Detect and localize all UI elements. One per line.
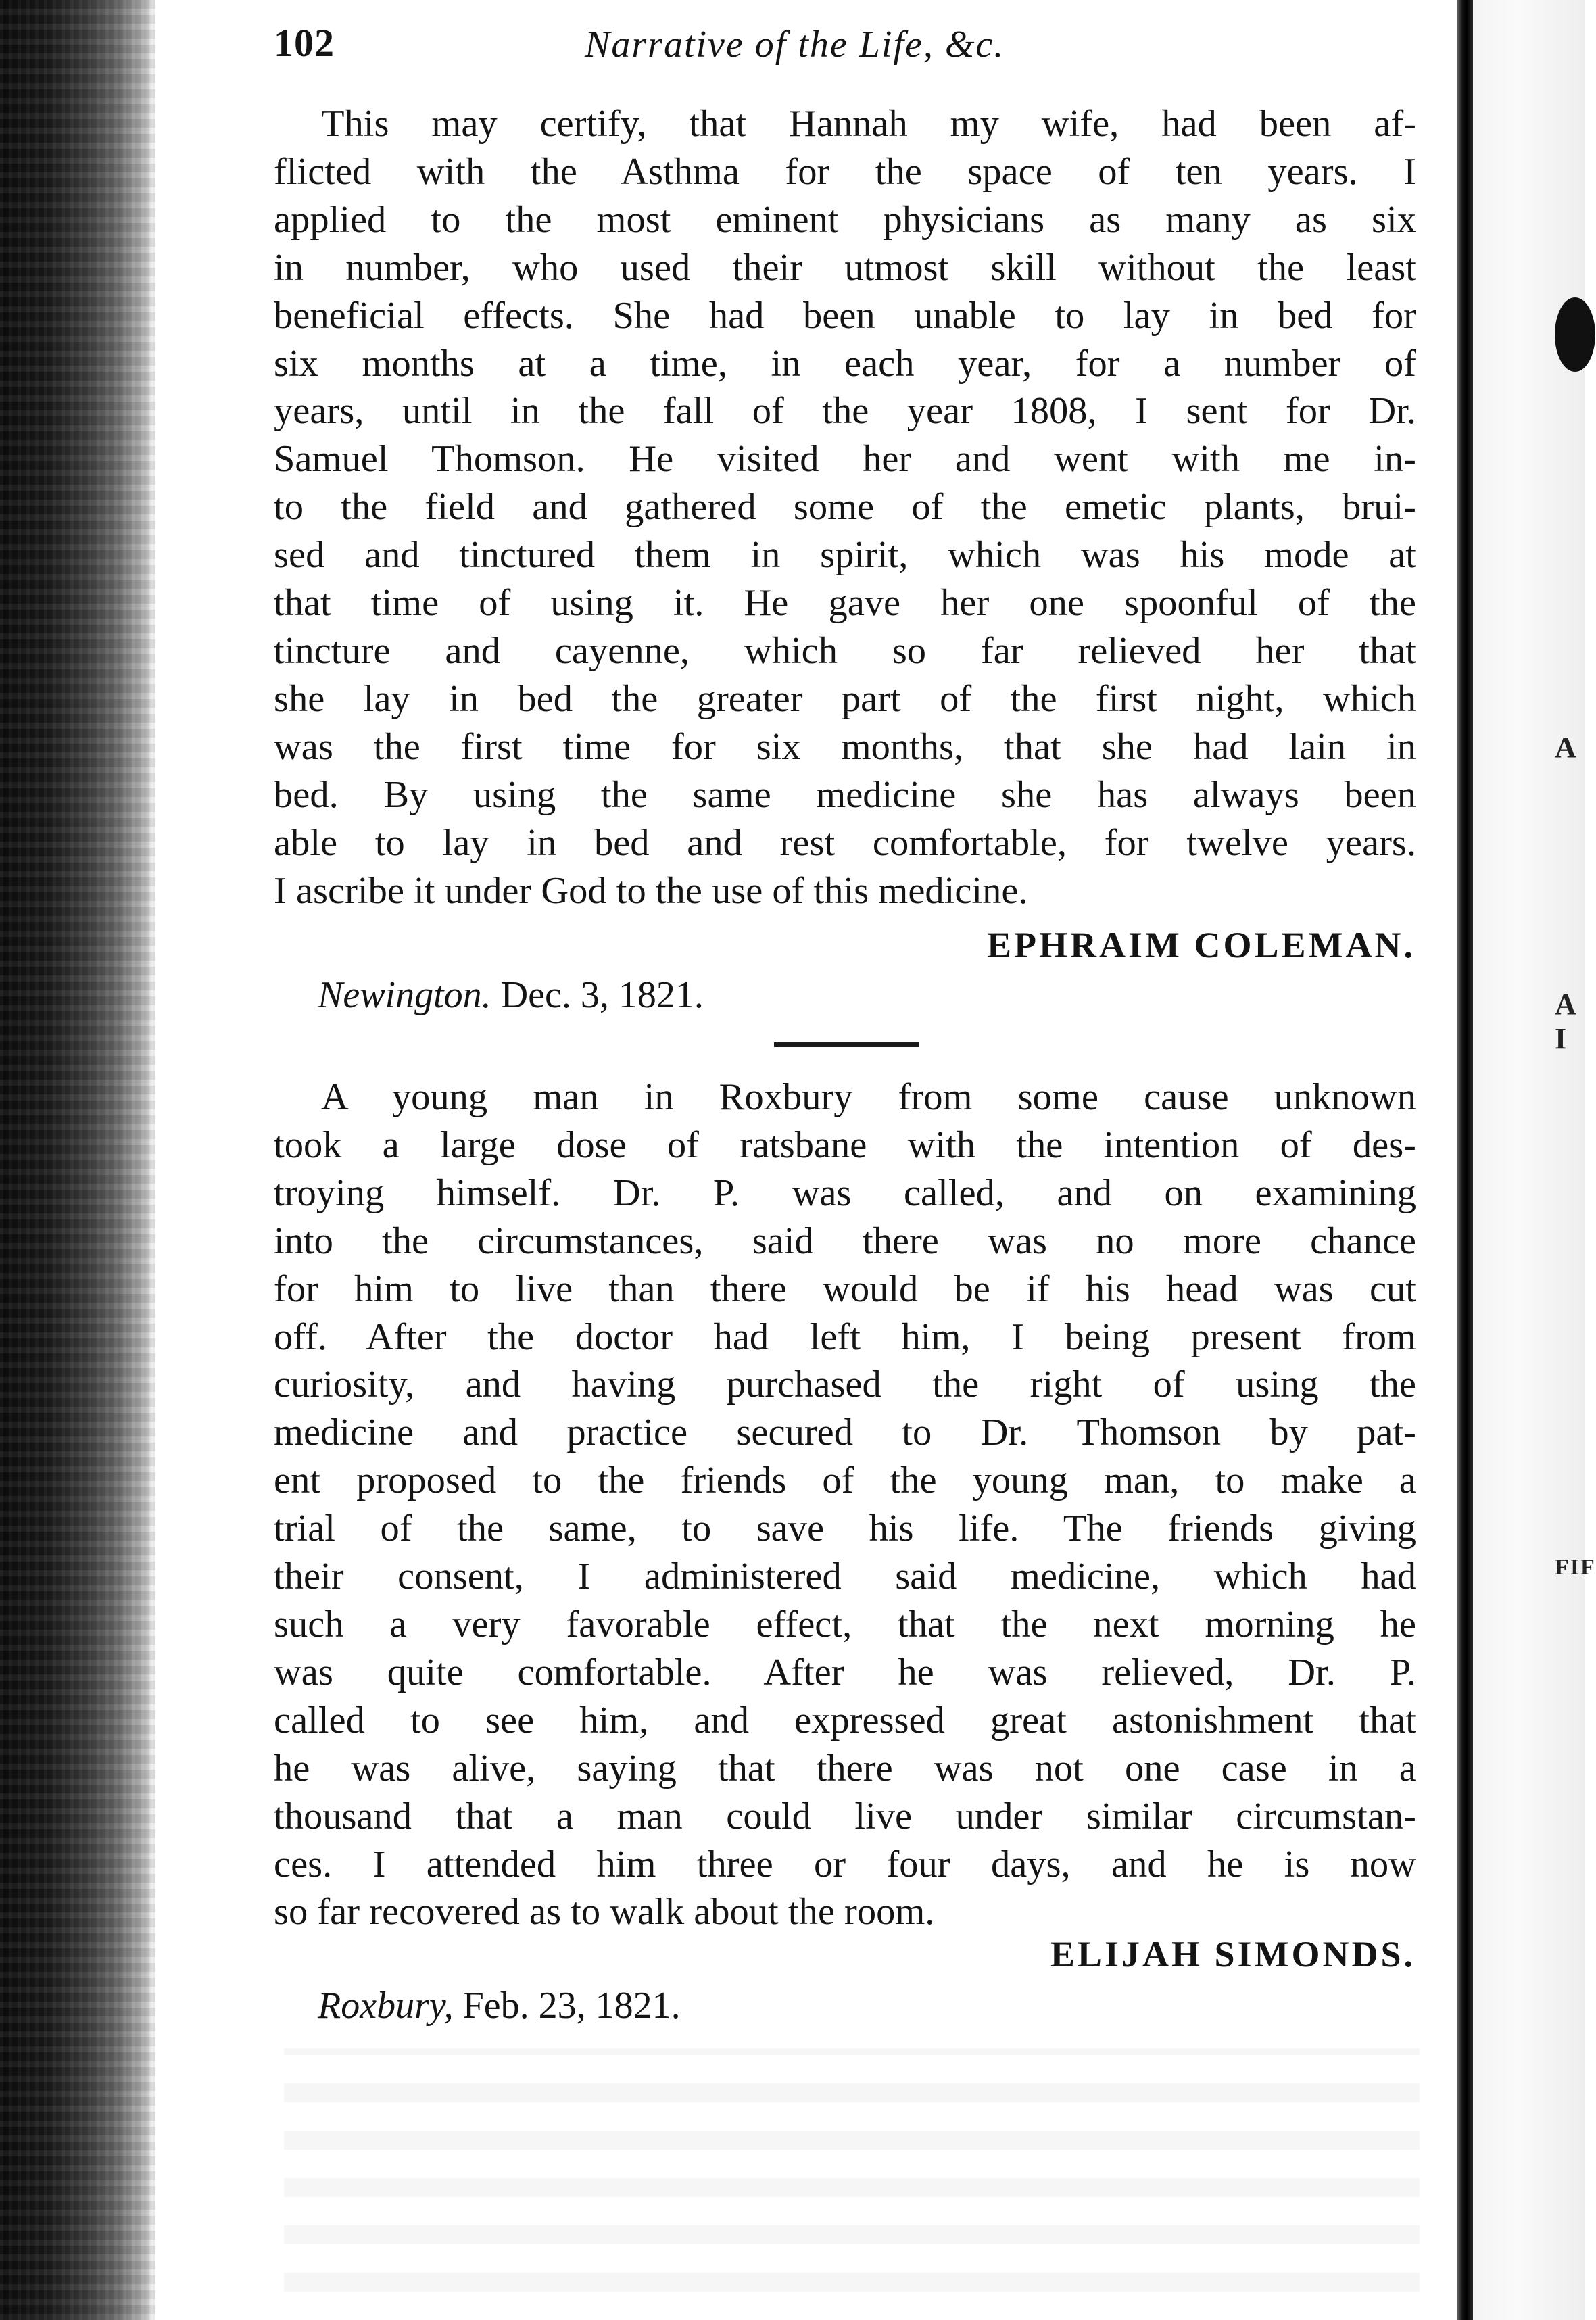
text-line: tincture and cayenne, which so far relieved her that [274,629,1416,672]
text-line: applied to the most eminent physicians as many as six [274,198,1416,241]
text-line: A young man in Roxbury from some cause unknown [321,1076,1416,1118]
adjacent-page-ink-mark [1555,297,1595,372]
text-line: Samuel Thomson. He visited her and went with me in- [274,438,1416,481]
page-number: 102 [274,21,335,65]
dateline-date: Dec. 3, 1821. [500,974,704,1016]
text-line: was quite comfortable. After he was relieved, Dr. P. [274,1651,1416,1693]
text-line: their consent, I administered said medicine, which had [274,1555,1416,1598]
text-line: beneficial effects. She had been unable to lay in bed for [274,294,1416,337]
dateline-place: Newington. [318,974,491,1016]
text-line: medicine and practice secured to Dr. Thomson by pat- [274,1411,1416,1454]
text-line: was the first time for six months, that she had lain in [274,725,1416,768]
text-line: flicted with the Asthma for the space of ten years. I [274,150,1416,193]
text-line: into the circumstances, said there was no more chance [274,1219,1416,1262]
text-line: he was alive, saying that there was not one case in a [274,1747,1416,1789]
text-line: off. After the doctor had left him, I being present from [274,1315,1416,1358]
dateline-place: Roxbury, [318,1985,454,2027]
text-line: thousand that a man could live under similar circumstan- [274,1795,1416,1837]
bleed-through-texture [284,2048,1420,2292]
text-line: curiosity, and having purchased the right of using the [274,1363,1416,1406]
dateline [318,973,704,1017]
text-line: ces. I attended him three or four days, and he is now [274,1843,1416,1885]
running-head: Narrative of the Life, &c. [585,24,1005,66]
adjacent-page-fragment: A I [1555,988,1576,1055]
adjacent-page-fragment: A [1555,731,1578,764]
text-line: so far recovered as to walk about the room. [274,1891,935,1933]
text-line: called to see him, and expressed great astonishment that [274,1699,1416,1741]
testimonial-body [274,100,1416,915]
adjacent-page-fragment: FIF [1555,1555,1596,1580]
page-header [274,20,1430,81]
text-line: years, until in the fall of the year 1808, I sent for Dr. [274,390,1416,433]
text-line: in number, who used their utmost skill without the least [274,246,1416,289]
text-line: trial of the same, to save his life. The friends giving [274,1507,1416,1550]
text-line: This may certify, that Hannah my wife, had been af- [321,103,1416,145]
text-line: for him to live than there would be if his head was cut [274,1267,1416,1310]
signature: ELIJAH SIMONDS. [1050,1934,1416,1975]
text-line: sed and tinctured them in spirit, which was his mode at [274,534,1416,577]
section-divider [774,1042,919,1047]
text-line: able to lay in bed and rest comfortable, for twelve years. [274,821,1416,864]
signature: EPHRAIM COLEMAN. [987,925,1416,965]
page-gutter [1457,0,1473,2320]
text-line: bed. By using the same medicine she has always been [274,773,1416,816]
text-line: such a very favorable effect, that the next morning he [274,1603,1416,1645]
text-line: she lay in bed the greater part of the first night, which [274,677,1416,720]
text-line: took a large dose of ratsbane with the intention of des- [274,1123,1416,1166]
dateline-date: Feb. 23, 1821. [462,1985,681,2027]
text-line: to the field and gathered some of the emetic plants, brui- [274,486,1416,529]
binding-texture [0,0,155,2320]
dateline [318,1984,681,2027]
text-line: troying himself. Dr. P. was called, and on examining [274,1171,1416,1214]
text-line: ent proposed to the friends of the young man, to make a [274,1459,1416,1502]
text-line: six months at a time, in each year, for a number of [274,342,1416,385]
text-line: I ascribe it under God to the use of this medicine. [274,869,1028,912]
testimonial-body [274,1073,1416,1936]
text-line: that time of using it. He gave her one spoonful of the [274,582,1416,625]
